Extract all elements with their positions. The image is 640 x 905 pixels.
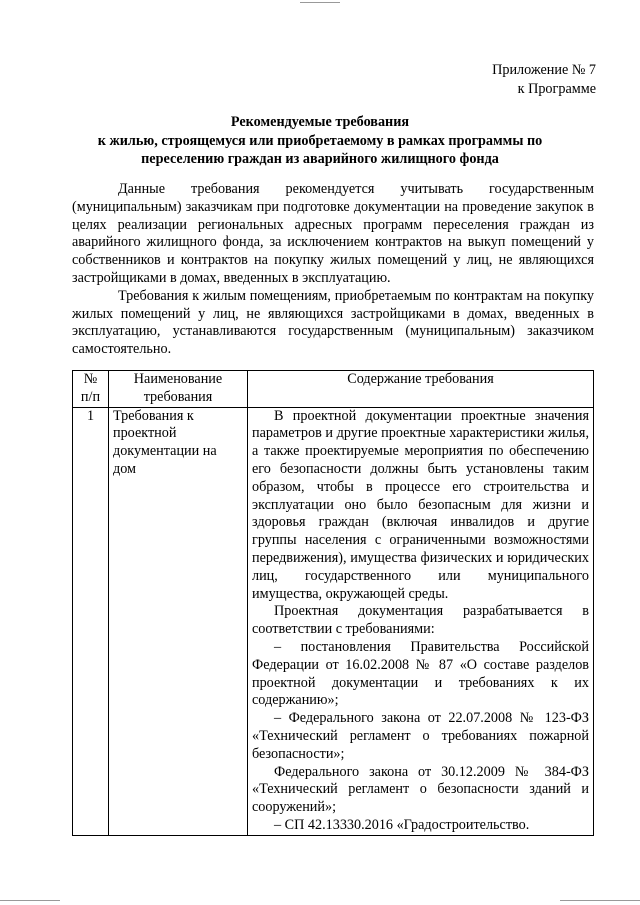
row-requirement-name: Требования к проектной документации на дом bbox=[109, 407, 248, 835]
content-paragraph: Федерального закона от 30.12.2009 № 384-ФЗ «Технический регламент о безопасности зданий и сооружений»; bbox=[252, 763, 589, 816]
appendix-program: к Программе bbox=[517, 81, 596, 97]
scan-artifact-bottom-right bbox=[560, 900, 640, 901]
scan-artifact-bottom-left bbox=[0, 900, 60, 901]
requirements-table bbox=[72, 370, 594, 836]
appendix-number: Приложение № 7 bbox=[492, 62, 596, 78]
header-name: Наименование требования bbox=[109, 371, 248, 408]
content-paragraph: Проектная документация разрабатывается в соответствии с требованиями: bbox=[252, 603, 589, 638]
row-requirement-content bbox=[248, 407, 594, 835]
content-paragraph: – постановления Правительства Российской Федерации от 16.02.2008 № 87 «О составе разделов проектной документации и требованиях к их содержанию»; bbox=[252, 638, 589, 709]
row-number: 1 bbox=[73, 407, 109, 835]
appendix-reference bbox=[492, 61, 596, 99]
header-number: № п/п bbox=[73, 371, 109, 408]
header-content: Содержание требования bbox=[248, 371, 594, 408]
title-line-1: Рекомендуемые требования bbox=[230, 114, 410, 130]
document-title bbox=[60, 113, 580, 169]
table-header-row bbox=[73, 371, 594, 408]
intro-text bbox=[72, 181, 594, 359]
title-line-3: переселению граждан из аварийного жилищного фонда bbox=[141, 151, 499, 167]
content-paragraph: – Федерального закона от 22.07.2008 № 123-ФЗ «Технический регламент о требованиях пожарной безопасности»; bbox=[252, 710, 589, 762]
table-row bbox=[73, 407, 594, 835]
intro-paragraph-2: Требования к жилым помещениям, приобретаемым по контрактам на покупку жилых помещений у лиц, не являющихся застройщиками в домах, введенных в эксплуатацию, устанавливаются государственным (муниципальным) заказчиком самостоятельно. bbox=[72, 287, 594, 358]
scan-artifact-top bbox=[300, 2, 340, 3]
intro-paragraph-1: Данные требования рекомендуется учитывать государственным (муниципальным) заказчикам при подготовке документации на проведение закупок в целях реализации региональных адресных программ переселения граждан из аварийного жилищного фонда, за исключением контрактов на выкуп помещений у собственников и контрактов на покупку жилых помещений у лиц, не являющихся застройщиками в домах, введенных в эксплуатацию. bbox=[72, 181, 594, 286]
content-paragraph: – СП 42.13330.2016 «Градостроительство. bbox=[274, 816, 530, 833]
content-paragraph: В проектной документации проектные значения параметров и другие проектные характеристики жилья, а также проектируемые мероприятия по обеспечению его безопасности должны быть установлены таким образом, чтобы в процессе его строительства и эксплуатации оно было безопасным для жизни и здоровья граждан (включая инвалидов и другие группы населения с ограниченными возможностями передвижения), имущества физических и юридических лиц, государственного или муниципального имущества, окружающей среды. bbox=[252, 407, 589, 602]
title-line-2: к жилью, строящемуся или приобретаемому в рамках программы по bbox=[97, 132, 543, 149]
